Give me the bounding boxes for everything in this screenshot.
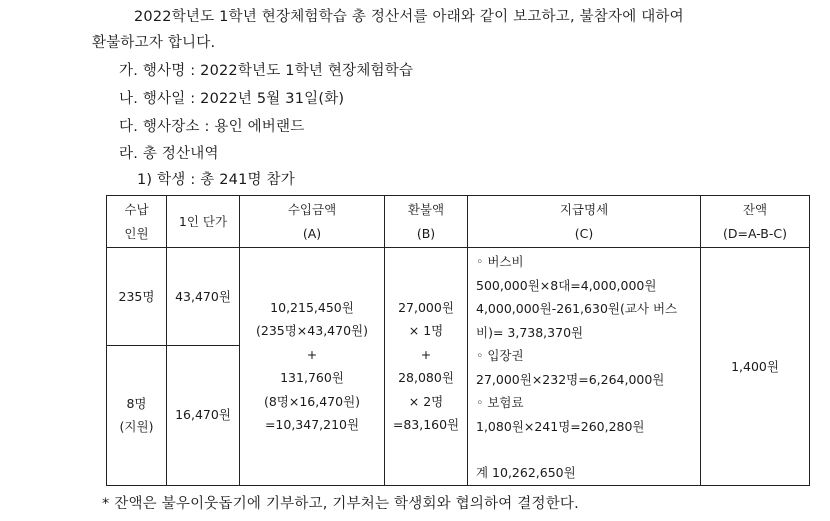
item-event-place: 다. 행사장소 : 용인 에버랜드 bbox=[119, 119, 305, 135]
intro-line-1: 2022학년도 1학년 현장체험학습 총 정산서를 아래와 같이 보고하고, 불참자에 대하여 bbox=[134, 9, 684, 25]
header-balance: 잔액 (D=A-B-C) bbox=[701, 196, 810, 248]
item-settlement-heading: 라. 총 정산내역 bbox=[119, 146, 219, 162]
payment-detail-cell: ◦ 버스비 500,000원×8대=4,000,000원 4,000,000원-261,630원(교사 버스 비)= 3,738,370원 ◦ 입장권 27,000원×232명=6,264,000원 ◦ 보험료 1,080원×241명=260,280원 계 10,262,650원 bbox=[468, 248, 701, 486]
unit-price-cell: 43,470원 bbox=[167, 248, 240, 346]
header-refund: 환불액 (B) bbox=[385, 196, 468, 248]
settlement-table bbox=[106, 195, 810, 486]
table-row bbox=[107, 248, 810, 346]
count-cell: 8명 (지원) bbox=[107, 345, 167, 485]
count-cell: 235명 bbox=[107, 248, 167, 346]
header-row bbox=[107, 196, 810, 248]
item-students-count: 1) 학생 : 총 241명 참가 bbox=[137, 172, 295, 188]
header-payment-detail: 지급명세 (C) bbox=[468, 196, 701, 248]
income-cell: 10,215,450원 (235명×43,470원) + 131,760원 (8명×16,470원) =10,347,210원 bbox=[240, 248, 385, 486]
header-count: 수납 인원 bbox=[107, 196, 167, 248]
header-income: 수입금액 (A) bbox=[240, 196, 385, 248]
item-event-name: 가. 행사명 : 2022학년도 1학년 현장체험학습 bbox=[119, 63, 414, 79]
footnote: * 잔액은 불우이웃돕기에 기부하고, 기부처는 학생회와 협의하여 결정한다. bbox=[102, 496, 579, 512]
refund-cell: 27,000원 × 1명 + 28,080원 × 2명 =83,160원 bbox=[385, 248, 468, 486]
item-event-date: 나. 행사일 : 2022년 5월 31일(화) bbox=[119, 91, 345, 107]
balance-cell: 1,400원 bbox=[701, 248, 810, 486]
header-unit-price: 1인 단가 bbox=[167, 196, 240, 248]
intro-line-2: 환불하고자 합니다. bbox=[92, 35, 216, 51]
unit-price-cell: 16,470원 bbox=[167, 345, 240, 485]
